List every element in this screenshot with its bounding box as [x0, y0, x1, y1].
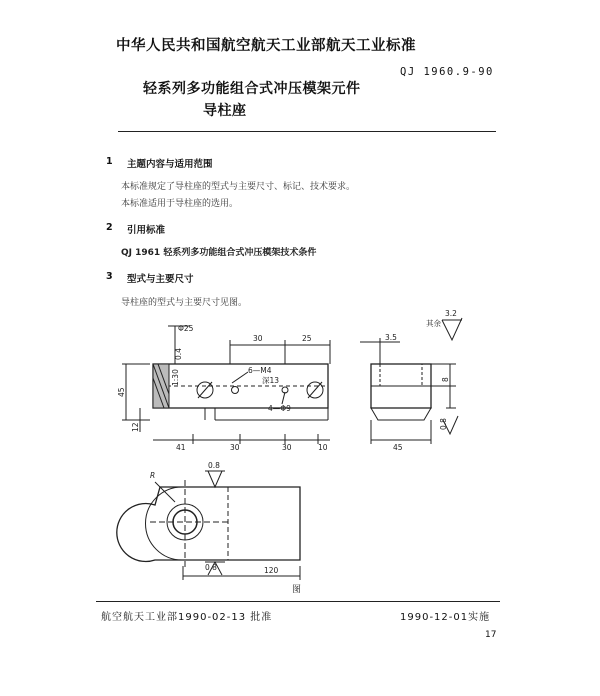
- section-2-heading: 引用标准: [127, 225, 166, 236]
- approval-date: 航空航天工业部1990-02-13 批准: [101, 612, 273, 623]
- section-1-line-2: 本标准适用于导柱座的选用。: [121, 199, 239, 209]
- dim-taper-1-30: 1:30: [171, 369, 180, 386]
- dim-8: 8: [441, 377, 450, 382]
- dim-3-5: 3.5: [385, 333, 397, 342]
- section-3-number: 3: [106, 271, 113, 282]
- dim-depth-13: 深13: [262, 376, 280, 385]
- roughness-remaining-label: 其余: [426, 319, 441, 328]
- roughness-value: 3.2: [445, 309, 457, 318]
- section-2-line-1: QJ 1961 轻系列多功能组合式冲压模架技术条件: [121, 248, 317, 258]
- roughness-0-8-side: 0.8: [439, 418, 448, 430]
- dim-45-width: 45: [393, 443, 403, 452]
- section-1-heading: 主题内容与适用范围: [127, 159, 213, 170]
- dim-25-top: 25: [302, 334, 312, 343]
- figure-caption: 图: [292, 585, 302, 595]
- section-1-line-1: 本标准规定了导柱座的型式与主要尺寸、标记、技术要求。: [121, 182, 356, 192]
- dim-10: 10: [318, 443, 328, 452]
- dim-120: 120: [264, 566, 279, 575]
- front-view: [122, 326, 330, 444]
- dim-41: 41: [176, 443, 186, 452]
- section-2-number: 2: [106, 222, 113, 233]
- dim-12: 12: [131, 422, 140, 432]
- section-3-heading: 型式与主要尺寸: [127, 274, 194, 285]
- page-number: 17: [485, 630, 497, 640]
- roughness-0-8-bottom: 0.8: [205, 563, 217, 572]
- issuing-organization: 中华人民共和国航空航天工业部航天工业标准: [116, 38, 416, 54]
- dim-45-height: 45: [117, 387, 126, 397]
- dim-30-top: 30: [253, 334, 263, 343]
- document-subtitle: 导柱座: [203, 103, 247, 119]
- dim-30-bottom-a: 30: [230, 443, 240, 452]
- dim-radius: R: [150, 471, 156, 480]
- roughness-0-8-top: 0.8: [208, 461, 220, 470]
- dim-0-4: 0.4: [174, 348, 183, 360]
- section-3-line-1: 导柱座的型式与主要尺寸见图。: [121, 298, 248, 308]
- footer-rule: [96, 601, 500, 602]
- section-1-number: 1: [106, 156, 113, 167]
- dim-30-bottom-b: 30: [282, 443, 292, 452]
- dim-through-holes: 4—Φ9: [268, 404, 291, 413]
- document-title: 轻系列多功能组合式冲压模架元件: [143, 81, 361, 97]
- implementation-date: 1990-12-01实施: [400, 612, 491, 623]
- dim-threaded-holes: 6—M4: [248, 366, 272, 375]
- dim-diameter-25: Φ25: [178, 324, 194, 333]
- roughness-symbol: [442, 318, 462, 340]
- standard-code: QJ 1960.9-90: [400, 66, 494, 78]
